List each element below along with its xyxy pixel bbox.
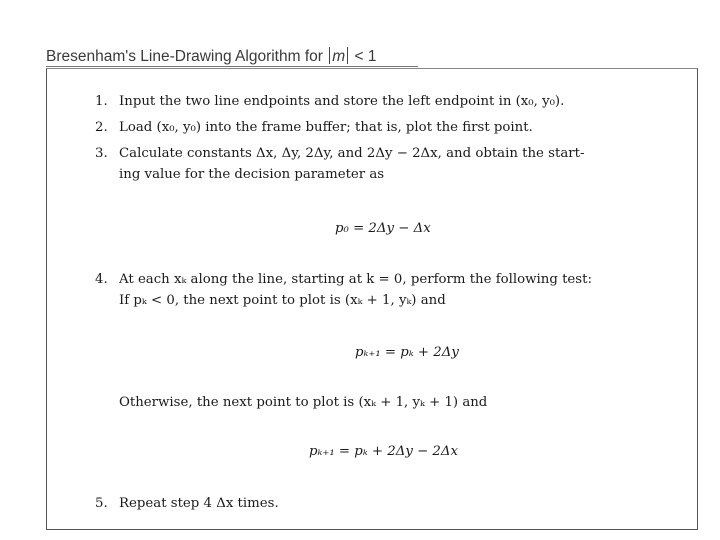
abs-bar-left: [329, 47, 330, 64]
step-text: Input the two line endpoints and store the left endpoint in (x₀, y₀).: [119, 94, 565, 109]
step-number: 4.: [95, 272, 108, 287]
heading-underline: [46, 66, 418, 67]
step-text-line2: If pₖ < 0, the next point to plot is (xₖ + 1, yₖ) and: [119, 293, 446, 308]
algorithm-box: [46, 68, 698, 530]
otherwise-text: Otherwise, the next point to plot is (xₖ + 1, yₖ + 1) and: [119, 395, 488, 410]
equation-pk1-case2: pₖ₊₁ = pₖ + 2Δy − 2Δx: [309, 444, 458, 459]
heading-condition: < 1: [354, 48, 377, 65]
equation-p0: p₀ = 2Δy − Δx: [335, 221, 431, 236]
step-text: Repeat step 4 Δx times.: [119, 496, 279, 511]
algorithm-heading: [46, 47, 376, 66]
step-number: 3.: [95, 146, 108, 161]
step-text-line2: ing value for the decision parameter as: [119, 167, 385, 182]
step-text-line1: At each xₖ along the line, starting at k = 0, perform the following test:: [119, 272, 592, 287]
equation-pk1-case1: pₖ₊₁ = pₖ + 2Δy: [355, 345, 459, 360]
abs-bar-right: [347, 47, 348, 64]
step-number: 1.: [95, 94, 108, 109]
step-number: 2.: [95, 120, 108, 135]
step-text: Load (x₀, y₀) into the frame buffer; that is, plot the first point.: [119, 120, 533, 135]
step-text-line1: Calculate constants Δx, Δy, 2Δy, and 2Δy − 2Δx, and obtain the start-: [119, 146, 585, 161]
heading-var: m: [332, 48, 346, 65]
heading-text: Bresenham's Line-Drawing Algorithm for: [46, 48, 323, 65]
step-number: 5.: [95, 496, 108, 511]
